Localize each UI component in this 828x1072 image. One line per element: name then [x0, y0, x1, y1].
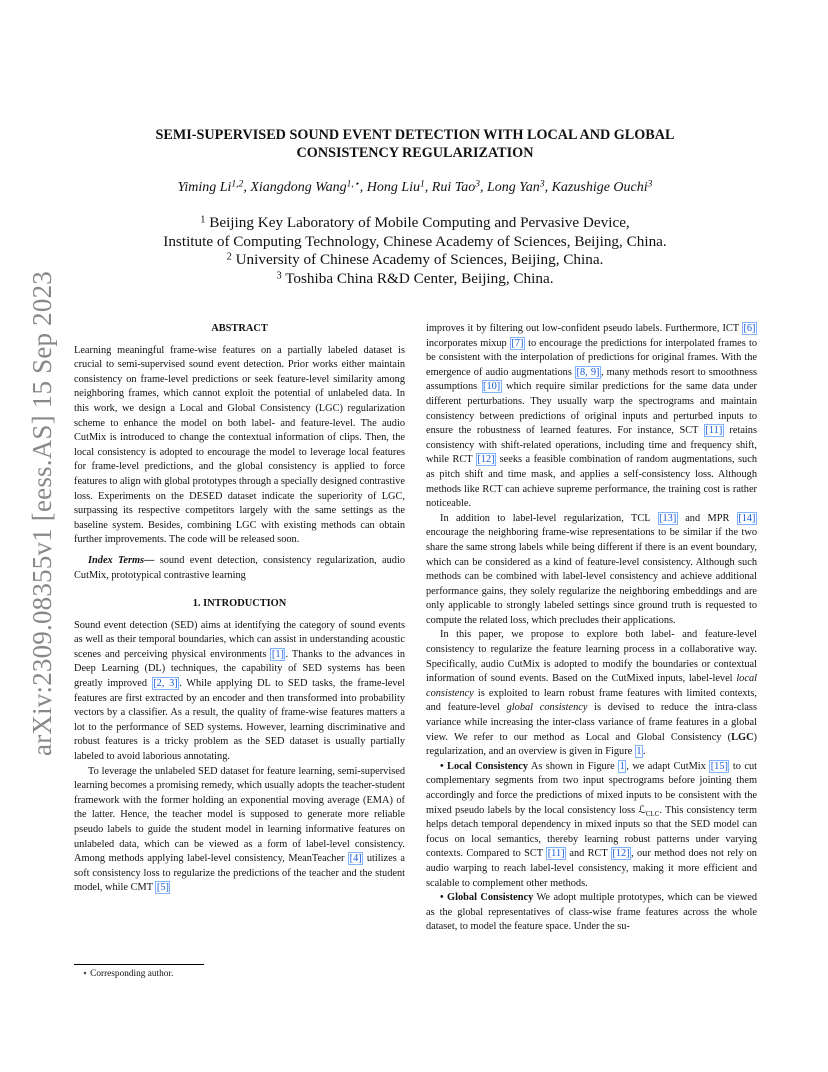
body-paragraph: [426, 891, 757, 935]
right-paragraphs: [426, 322, 757, 935]
text-run: utilizes a soft consistency loss to regularize the predictions of the teacher and the student model, while CMT: [74, 853, 405, 894]
text-run: In addition to label-level regularization, TCL: [440, 512, 658, 524]
text-run: In this paper, we propose to explore both label- and feature-level consistency to regularize the feature learning process in a collaborative way. Specifically, audio CutMix is adopted to modify the boundaries or contextual information of sound events. Based on the CutMixed inputs, label-level: [426, 629, 757, 685]
text-run: seeks a feasible combination of random augmentations, such as pitch shift and time mask, and applies a self-consistency loss. Although methods like RCT can achieve supreme performance, the training cost is rather noticeable.: [426, 454, 757, 510]
index-terms-text: sound event detection, consistency regularization, audio CutMix, prototypical contrastive learning: [74, 554, 405, 581]
body-paragraph: [74, 619, 405, 765]
citation-link[interactable]: [14]: [738, 512, 756, 524]
author-name: Hong Liu: [366, 180, 421, 195]
citation-link[interactable]: [11]: [705, 425, 723, 437]
author-affiliation-mark: 3: [475, 179, 481, 190]
bold-text: LGC: [731, 731, 754, 743]
left-paragraphs: [74, 619, 405, 896]
text-run: , we adapt CutMix: [626, 760, 710, 772]
affiliation-text: Beijing Key Laboratory of Mobile Computing and Pervasive Device,: [209, 214, 630, 231]
author-list: Yiming Li$^{1,2}$, Xiangdong Wang$^{1,⋆}$, Hong Liu$^1$, Rui Tao$^3$, Long Yan$^3$, Kazushige Ouchi$^3$: [177, 179, 653, 195]
text-run: ) regularization, and an overview is given in Figure: [426, 731, 757, 758]
citation-link[interactable]: [5]: [156, 882, 169, 894]
author-affiliation-mark: 3: [539, 179, 545, 190]
text-run: . Thanks to the advances in Deep Learning (DL) techniques, the capability of SED systems has been greatly improved: [74, 648, 405, 690]
text-run: incorporates mixup: [426, 337, 510, 349]
abstract-text: Learning meaningful frame-wise features on a partially labeled dataset is crucial to semi-supervised sound event detection. Prior works either maintain consistency on frame-level predictions or seek feature-level similarity among neighboring frames, which cannot exploit the potential of unlabeled data. In this work, we design a Local and Global Consistency (LGC) regularization scheme to enhance the model on both label- and feature-level. The audio CutMix is introduced to change the contextual information of clips. Then, the local consistency is adopted to encourage the model to leverage local features for frame-level predictions, and the global consistency is applied to force features to align with global prototypes through a specially designed contrastive loss. Experiments on the DESED dataset indicate the superiority of LGC, surpassing its respective competitors largely with the same settings as the baseline system. Besides, combining LGC with existing methods can obtain further improvements. The code will be released soon.: [74, 344, 405, 546]
bold-text: • Local Consistency: [440, 760, 529, 772]
math-subscript: CLC: [645, 809, 660, 818]
paper-title: [80, 126, 750, 162]
abstract-heading: ABSTRACT: [211, 323, 268, 334]
bold-text: • Global Consistency: [440, 892, 534, 904]
citation-link[interactable]: [6]: [743, 323, 756, 334]
author-affiliation-mark: 1,2: [231, 179, 244, 190]
text-run: which require similar predictions for the same data under different perturbations. They usually warp the spectrograms and maintain consistency between predictions of original inputs and perturbed inputs to ensure the robustness of learned features. For instance, SCT: [426, 381, 757, 437]
author-name: Long Yan: [487, 180, 540, 195]
affiliation-line: [80, 214, 750, 233]
text-run: To leverage the unlabeled SED dataset for feature learning, semi-supervised learning becomes a promising remedy, which usually adopts the teacher-student framework with the former holding an exponential moving average (EMA) of the latter. Hence, the teacher model is supposed to generate more reliable pseudo labels to guide the student model in learning informative features on unlabeled data, which can be viewed as a form of label-level consistency. Among methods applying label-level consistency, MeanTeacher: [74, 765, 405, 865]
citation-link[interactable]: [7]: [511, 337, 524, 349]
text-run: and MPR: [677, 512, 737, 524]
title-line: CONSISTENCY REGULARIZATION: [296, 145, 534, 161]
citation-link[interactable]: [15]: [710, 760, 728, 772]
title-line: SEMI-SUPERVISED SOUND EVENT DETECTION WITH LOCAL AND GLOBAL: [155, 127, 675, 143]
text-run: to cut complementary segments from two input spectrograms before jointing them accordingly and force the predictions of mixed inputs to be consistent with the mixed pseudo labels by the local consistency loss ℒ: [426, 760, 757, 816]
author-name: Yiming Li: [177, 180, 232, 195]
body-paragraph: [426, 760, 757, 891]
affiliation-mark: 3: [276, 269, 282, 281]
emphasis-text: global consistency: [506, 702, 588, 714]
footnote-rule: [74, 964, 204, 965]
text-run: improves it by filtering out low-confident pseudo labels. Furthermore, ICT: [426, 323, 742, 334]
citation-link[interactable]: [2, 3]: [153, 678, 178, 690]
affiliation-text: Institute of Computing Technology, Chinese Academy of Sciences, Beijing, China.: [163, 232, 667, 250]
affiliation-text: University of Chinese Academy of Sciences, Beijing, China.: [235, 251, 604, 268]
citation-link[interactable]: 1: [636, 746, 642, 758]
citation-link[interactable]: [13]: [659, 512, 677, 524]
author-affiliation-mark: 1: [420, 179, 425, 190]
author-affiliation-mark: 3: [647, 179, 653, 190]
author-affiliation-mark: 1,⋆: [346, 179, 360, 190]
text-run: to encourage the predictions for interpolated frames to be consistent with the interpolation of predictions for original frames. With the emergence of audio augmentations: [426, 337, 757, 378]
text-run: Sound event detection (SED) aims at identifying the category of sound events as well as their temporal boundaries, which can assist in understanding acoustic scenes and perceiving physical environments: [74, 619, 405, 660]
section-heading: 1. INTRODUCTION: [192, 598, 287, 610]
index-terms-label: Index Terms—: [88, 554, 155, 566]
body-paragraph: [426, 628, 757, 759]
affiliation-line: [80, 233, 750, 252]
arxiv-id: arXiv:2309.08355v1 [eess.AS] 15 Sep 2023: [26, 270, 57, 756]
arxiv-watermark: [24, 270, 60, 756]
text-run: and RCT: [566, 848, 611, 860]
citation-link[interactable]: [11]: [547, 848, 565, 860]
citation-link[interactable]: [12]: [612, 848, 630, 860]
footnote: ⋆ Corresponding author.: [82, 969, 174, 979]
citation-link[interactable]: [1]: [271, 648, 284, 660]
left-column: [74, 322, 405, 896]
citation-link[interactable]: 1: [619, 760, 625, 772]
text-run: . While applying DL to SED tasks, the frame-level features are first extracted by an encoder and then transformed into probability vectors by a classifier. As a result, the quality of frame-wise features matters a lot to the performance of SED systems. However, learning discriminative and robust features is a tricky problem as the SED dataset is usually partially labeled to avoid laborious annotating.: [74, 678, 405, 763]
emphasis-text: local consistency: [426, 673, 757, 699]
citation-link[interactable]: [12]: [477, 454, 495, 466]
text-run: , our method does not rely on audio warping to reach label-level consistency, making it more efficient and scalable to complement other methods.: [426, 848, 757, 889]
body-paragraph: [426, 322, 757, 512]
text-run: We adopt multiple prototypes, which can be viewed as the global representatives of class-wise frame features across the whole dataset, to model the feature space. Under the su-: [426, 892, 757, 933]
affiliation-text: Toshiba China R&D Center, Beijing, China.: [285, 269, 554, 287]
body-paragraph: [426, 512, 757, 629]
text-run: retains consistency with shift-related operations, including time and frequency shift, while RCT: [426, 425, 757, 466]
citation-link[interactable]: [4]: [349, 853, 362, 865]
author-name: Xiangdong Wang: [250, 180, 347, 195]
text-run: encourage the neighboring frame-wise representations to be similar if the two share the same strong labels while being different if there is an event boundary, which can be considered as a kind of feature-level consistency. Although such methods can be combined with label-level consistency and achieve additional performance gains, they solely regularize the neighboring embeddings and are only applicable to strongly labeled settings since ground truth is requested to compute the related loss, which precludes their applications.: [426, 527, 757, 626]
text-run: .: [643, 746, 646, 758]
affiliation-list: [80, 214, 750, 288]
text-run: , many methods resort to smoothness assumptions: [426, 366, 758, 393]
text-run: . This consistency term helps detach temporal dependency in mixed inputs so that the SED model can focus on local semantics, thereby learning robust patterns under varying contexts. Compared to SCT: [426, 804, 757, 860]
text-run: is exploited to learn robust frame features with limited contexts, and feature-level: [426, 687, 757, 714]
author-name: Rui Tao: [431, 180, 476, 195]
author-name: Kazushige Ouchi: [551, 180, 648, 195]
affiliation-line: [80, 251, 750, 270]
text-run: As shown in Figure: [528, 760, 619, 772]
citation-link[interactable]: [8, 9]: [576, 366, 600, 378]
affiliation-line: [80, 270, 750, 289]
index-terms: [74, 554, 405, 583]
text-run: is devised to reduce the intra-class variance while increasing the inter-class variance of frame features in a global view. We refer to our method as Local and Global Consistency (: [426, 702, 757, 743]
citation-link[interactable]: [10]: [483, 381, 501, 393]
right-column: [426, 322, 757, 935]
affiliation-mark: 1: [200, 214, 206, 226]
body-paragraph: [74, 765, 405, 896]
affiliation-mark: 2: [226, 251, 232, 263]
